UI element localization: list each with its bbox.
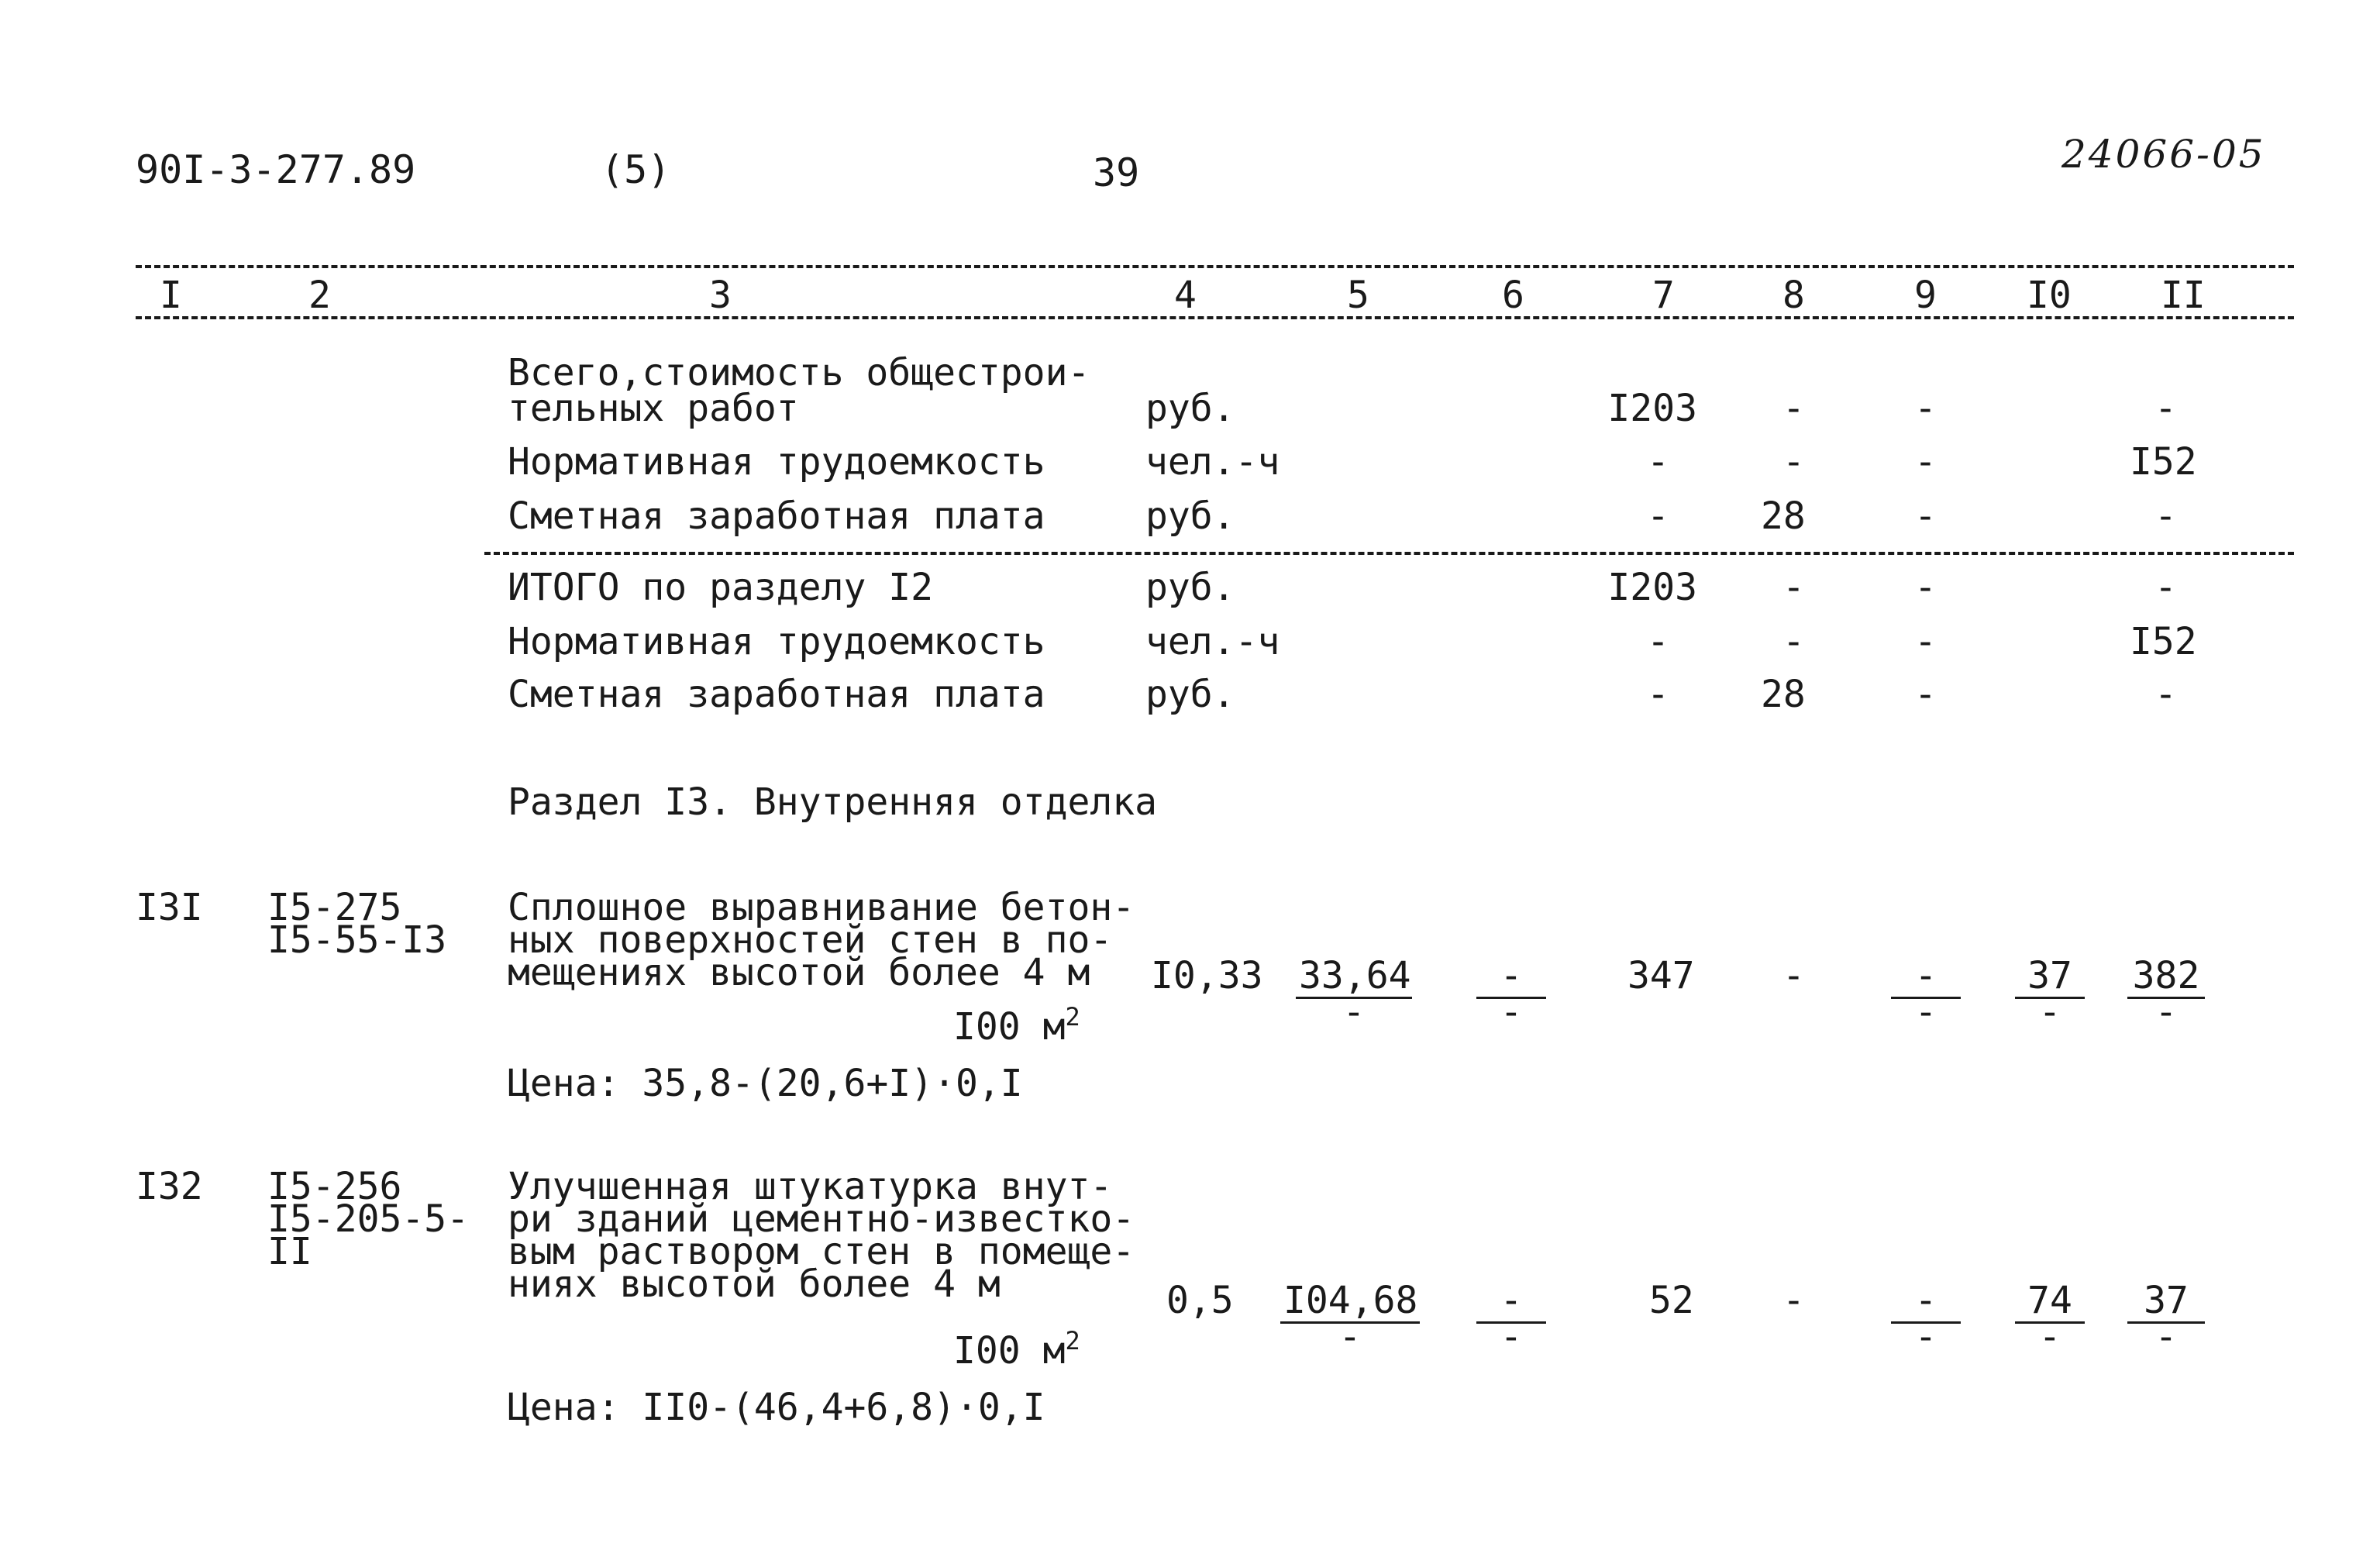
item-132-code-1: I5-256 <box>267 1165 402 1208</box>
totals-wage-label: Сметная заработная плата <box>508 494 1045 538</box>
archive-stamp: 24066-05 <box>2061 132 2266 177</box>
item-132-col7: 52 <box>1649 1279 1694 1322</box>
itogo-cost-value: I203 <box>1607 566 1697 609</box>
item-131-price: Цена: 35,8-(20,6+I)·0,I <box>508 1062 1023 1105</box>
totals-labor-col8: - <box>1782 440 1805 484</box>
itogo-wage-col7: - <box>1647 673 1669 716</box>
totals-wage-col7: - <box>1647 494 1669 538</box>
header-bottom-rule <box>136 316 2294 319</box>
totals-col11: - <box>2154 387 2177 430</box>
totals-unit: руб. <box>1145 387 1235 430</box>
item-131-col10: 37 - <box>2015 958 2085 1024</box>
column-3-header: 3 <box>709 274 732 317</box>
column-5-header: 5 <box>1347 274 1369 317</box>
totals-labor-value: I52 <box>2130 440 2197 484</box>
totals-wage-col9: - <box>1914 494 1937 538</box>
itogo-labor-unit: чел.-ч <box>1145 620 1280 663</box>
totals-labor-label: Нормативная трудоемкость <box>508 440 1045 484</box>
item-131-col6: - - <box>1476 958 1546 1024</box>
item-132-col8: - <box>1782 1279 1805 1322</box>
column-10-header: I0 <box>2027 274 2072 317</box>
itogo-labor-label: Нормативная трудоемкость <box>508 620 1045 663</box>
item-131-col11: 382 - <box>2127 958 2205 1024</box>
item-132-number: I32 <box>136 1165 203 1208</box>
totals-labor-col9: - <box>1914 440 1937 484</box>
totals-wage-unit: руб. <box>1145 494 1235 538</box>
item-131-unit: I00 $м^2$ <box>953 1002 1080 1049</box>
column-1-header: I <box>160 274 182 317</box>
itogo-labor-col8: - <box>1782 620 1805 663</box>
column-8-header: 8 <box>1782 274 1805 317</box>
column-11-header: II <box>2161 274 2206 317</box>
itogo-col11: - <box>2154 566 2177 609</box>
item-131-number: I3I <box>136 886 203 929</box>
item-132-col10: 74 - <box>2015 1283 2085 1349</box>
item-131-col7: 347 <box>1627 954 1695 997</box>
item-132-code-3: II <box>267 1230 312 1273</box>
item-132-price: Цена: II0-(46,4+6,8)·0,I <box>508 1386 1045 1429</box>
itogo-separator-rule <box>484 552 2294 555</box>
item-132-desc-4: ниях высотой более 4 м <box>508 1262 1001 1306</box>
item-131-col9: - - <box>1891 958 1961 1024</box>
itogo-wage-unit: руб. <box>1145 673 1235 716</box>
itogo-col8: - <box>1782 566 1805 609</box>
itogo-unit: руб. <box>1145 566 1235 609</box>
item-131-code-1: I5-275 <box>267 886 402 929</box>
section-title: Раздел I3. Внутренняя отделка <box>508 780 1158 824</box>
itogo-wage-value: 28 <box>1761 673 1806 716</box>
totals-label-line1: Всего,стоимость общестрои- <box>508 351 1090 394</box>
item-131-desc-2: ных поверхностей стен в по- <box>508 918 1113 962</box>
totals-cost-value: I203 <box>1607 387 1697 430</box>
item-132-code-2: I5-205-5- <box>267 1197 470 1241</box>
item-131-col5: 33,64 - <box>1296 958 1412 1024</box>
item-132-col5: I04,68 - <box>1280 1283 1420 1349</box>
item-132-desc-3: вым раствором стен в помеще- <box>508 1230 1135 1273</box>
column-7-header: 7 <box>1652 274 1675 317</box>
document-code: 90I-3-277.89 <box>136 147 416 192</box>
totals-col8: - <box>1782 387 1805 430</box>
totals-labor-unit: чел.-ч <box>1145 440 1280 484</box>
itogo-label: ИТОГО по разделу I2 <box>508 566 934 609</box>
item-132-col9: - - <box>1891 1283 1961 1349</box>
item-132-col11: 37 - <box>2127 1283 2205 1349</box>
page-number: 39 <box>1093 150 1140 195</box>
column-2-header: 2 <box>308 274 331 317</box>
itogo-col9: - <box>1914 566 1937 609</box>
item-132-quantity: 0,5 <box>1166 1279 1234 1322</box>
itogo-labor-value: I52 <box>2130 620 2197 663</box>
column-4-header: 4 <box>1174 274 1197 317</box>
part-number: (5) <box>601 147 671 192</box>
itogo-wage-col11: - <box>2154 673 2177 716</box>
item-132-unit: I00 $м^2$ <box>953 1326 1080 1373</box>
item-131-col8: - <box>1782 954 1805 997</box>
totals-wage-value: 28 <box>1761 494 1806 538</box>
itogo-wage-col9: - <box>1914 673 1937 716</box>
itogo-wage-label: Сметная заработная плата <box>508 673 1045 716</box>
column-6-header: 6 <box>1502 274 1524 317</box>
totals-wage-col11: - <box>2154 494 2177 538</box>
item-131-desc-1: Сплошное выравнивание бетон- <box>508 886 1135 929</box>
header-top-rule <box>136 265 2294 268</box>
item-132-col6: - - <box>1476 1283 1546 1349</box>
itogo-labor-col9: - <box>1914 620 1937 663</box>
totals-col9: - <box>1914 387 1937 430</box>
itogo-labor-col7: - <box>1647 620 1669 663</box>
totals-label-line2: тельных работ <box>508 387 799 430</box>
item-131-quantity: I0,33 <box>1151 954 1263 997</box>
item-132-desc-1: Улучшенная штукатурка внут- <box>508 1165 1113 1208</box>
totals-labor-col7: - <box>1647 440 1669 484</box>
item-131-desc-3: мещениях высотой более 4 м <box>508 951 1090 994</box>
item-131-code-2: I5-55-I3 <box>267 918 447 962</box>
item-132-desc-2: ри зданий цементно-известко- <box>508 1197 1135 1241</box>
column-9-header: 9 <box>1914 274 1937 317</box>
